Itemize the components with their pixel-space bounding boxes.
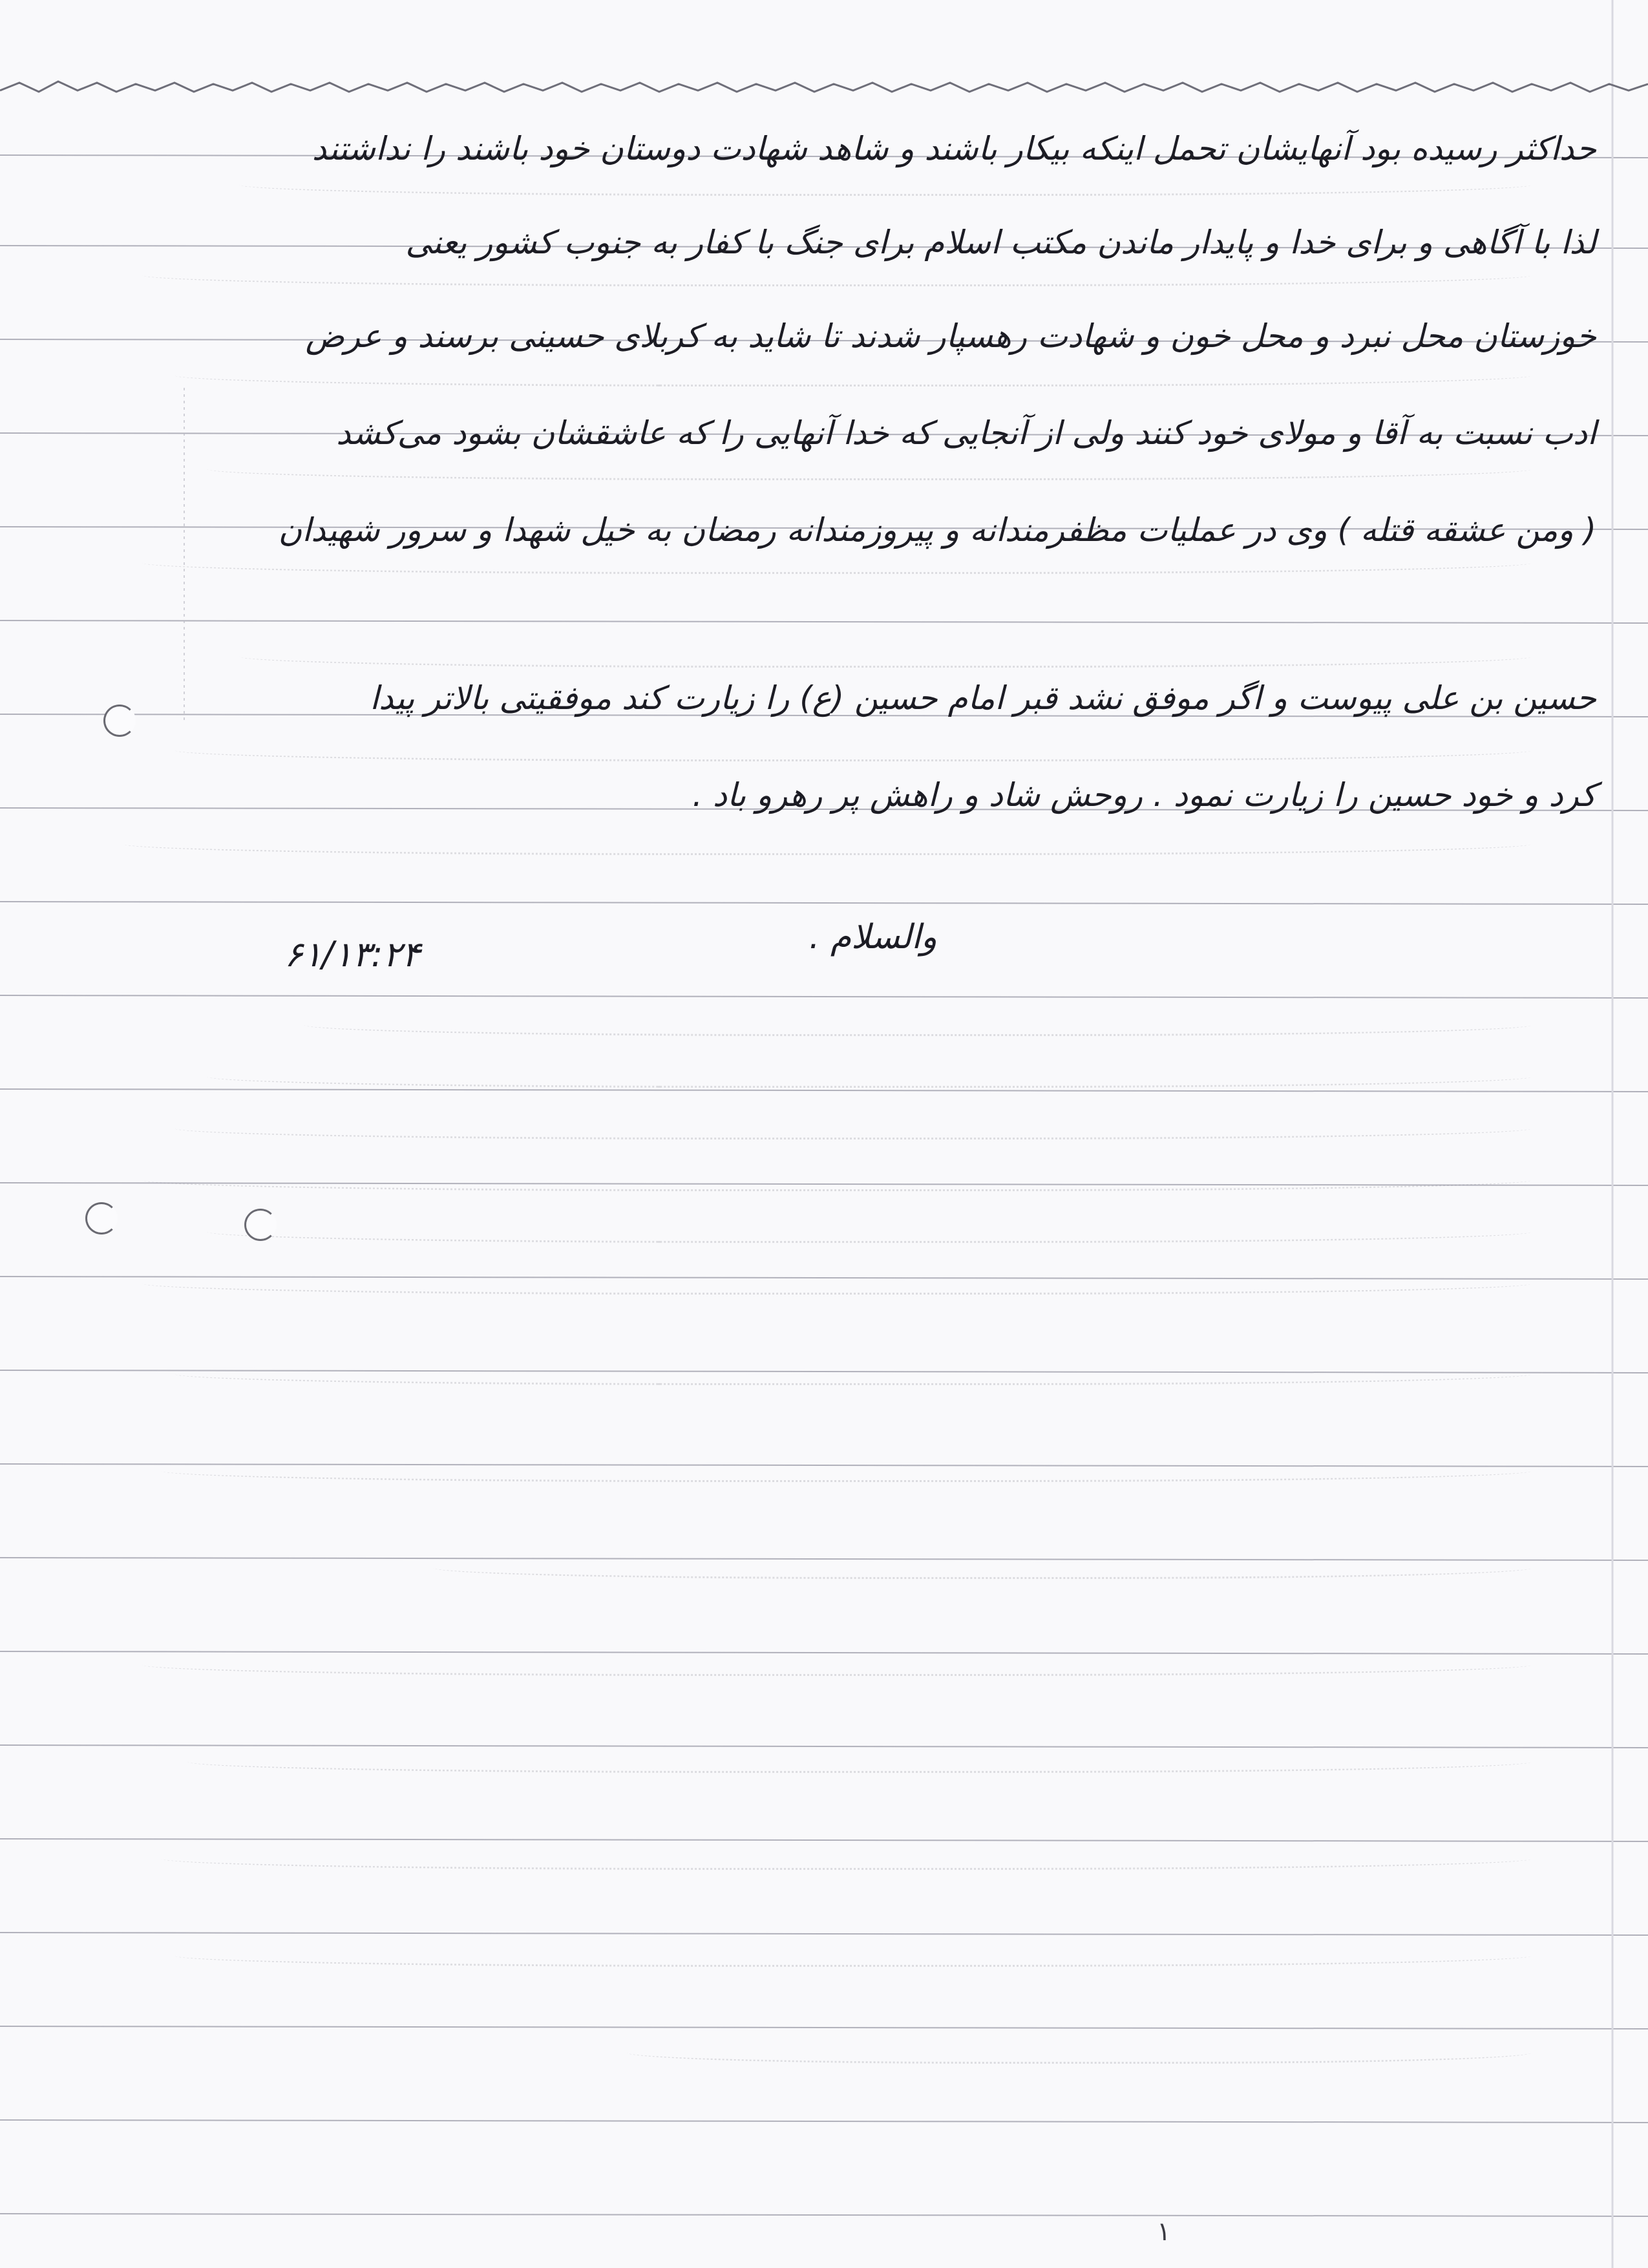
text-line-6: حسین بن علی پیوست و اگر موفق نشد قبر امام حسین (ع) را زیارت کند موفقیتی بالاتر پیدا bbox=[370, 679, 1596, 717]
signoff-text: والسلام . bbox=[808, 918, 937, 957]
text-line-3: خوزستان محل نبرد و محل خون و شهادت رهسپار شدند تا شاید به کربلای حسینی برسند و عرض bbox=[305, 317, 1596, 355]
punch-hole-2 bbox=[85, 1202, 118, 1235]
punch-hole-3 bbox=[244, 1209, 277, 1241]
text-line-7: کرد و خود حسین را زیارت نمود . روحش شاد و راهش پر رهرو باد . bbox=[692, 776, 1596, 814]
text-line-4: ادب نسبت به آقا و مولای خود کنند ولی از آنجایی که خدا آنهایی را که عاشقشان بشود می‌کشد bbox=[336, 414, 1596, 452]
text-line-1: حداکثر رسیده بود آنهایشان تحمل اینکه بیکار باشند و شاهد شهادت دوستان خود باشند را نداشتند bbox=[312, 130, 1596, 167]
text-line-5: ( ومن عشقه قتله ) وی در عملیات مظفرمندانه و پیروزمندانه رمضان به خیل شهدا و سرور شهیدان bbox=[278, 511, 1596, 549]
date-text: ۶۱/۱۳:۲۴ bbox=[284, 934, 421, 975]
page-mark: ۱ bbox=[1157, 2217, 1171, 2247]
text-line-2: لذا با آگاهی و برای خدا و پایدار ماندن مکتب اسلام برای جنگ با کفار به جنوب کشور یعنی bbox=[405, 224, 1596, 261]
punch-hole-1 bbox=[103, 705, 136, 737]
